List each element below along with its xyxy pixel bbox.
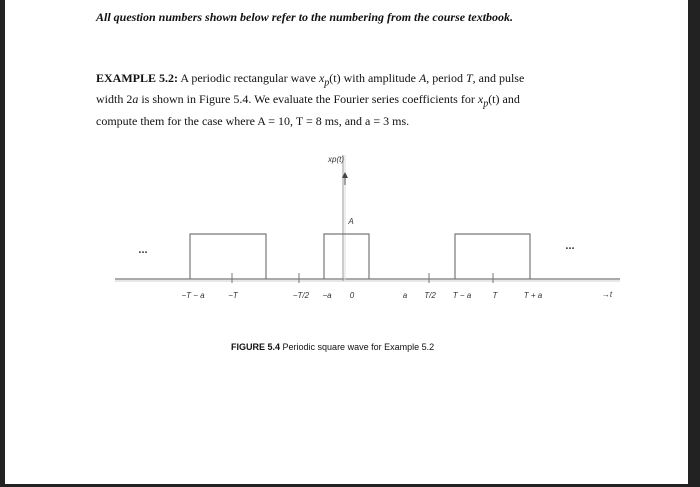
caption-text: Periodic square wave for Example 5.2 (282, 342, 435, 352)
amplitude-symbol: A (418, 71, 427, 85)
pulse-right (455, 234, 530, 279)
signal-arg: (t) (488, 92, 500, 107)
right-ellipsis: ... (565, 240, 575, 252)
tick-label: −T/2 (292, 291, 310, 300)
example-text: A periodic rectangular wave (180, 71, 319, 85)
tick-label: T (492, 291, 498, 300)
signal-subscript: p (324, 77, 330, 89)
header-note: All question numbers shown below refer to the numbering from the course textbook. (96, 10, 514, 24)
ylabel: xp(t) (328, 155, 344, 164)
example-text: , and pulse (472, 71, 525, 85)
document-page (5, 0, 688, 484)
t-axis-label: →t (601, 290, 613, 299)
tick-label: a (402, 291, 408, 300)
tick-label: −T (228, 291, 238, 300)
period-symbol: T (465, 71, 473, 85)
signal-symbol: x (318, 71, 325, 85)
tick-label: T/2 (424, 291, 436, 300)
figure-caption (231, 342, 434, 352)
left-ellipsis: ... (138, 244, 148, 256)
caption-figure-number: FIGURE 5.4 (231, 342, 281, 352)
example-text: , period (426, 71, 466, 85)
square-wave-figure (5, 0, 688, 484)
example-values: A = 10, T = 8 ms, and a = 3 ms. (257, 113, 410, 128)
pulse-left (190, 234, 266, 279)
width-symbol: a (132, 92, 139, 107)
example-title: EXAMPLE 5.2: (96, 71, 178, 85)
tick-label: 0 (349, 291, 355, 300)
tick-label: −a (322, 291, 332, 300)
tick-label: T + a (523, 291, 543, 300)
example-text: compute them for the case where (96, 113, 258, 128)
tick-label: T − a (452, 291, 472, 300)
signal-subscript: p (483, 98, 489, 110)
signal-arg: (t) (329, 71, 341, 85)
example-text: is shown in Figure 5.4. We evaluate the Fourier series coefficients for (138, 92, 478, 107)
example-text: and (499, 92, 520, 107)
tick-label: −T − a (181, 291, 205, 300)
signal-symbol: x (477, 92, 484, 107)
amplitude-label: A (348, 217, 354, 226)
pulse-center (324, 234, 369, 279)
example-text: width 2 (96, 92, 133, 107)
example-text: with amplitude (340, 71, 419, 85)
